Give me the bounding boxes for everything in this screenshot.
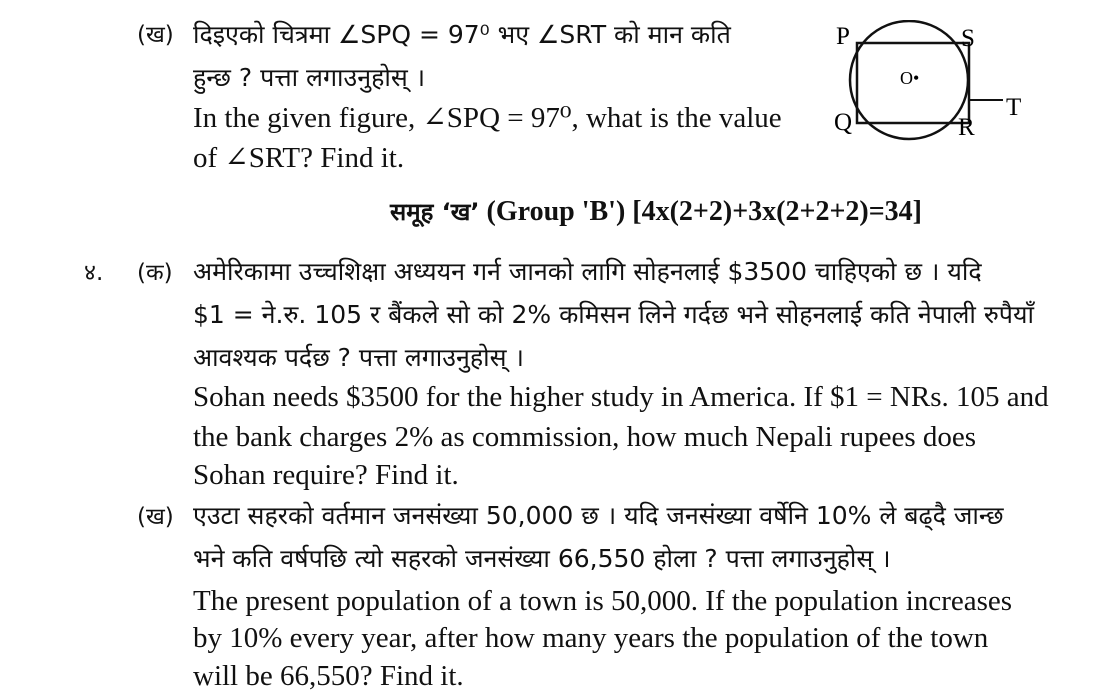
label-q: Q: [834, 109, 853, 136]
label-t: T: [1006, 94, 1022, 121]
group-heading: [390, 198, 922, 226]
q3b-english-line-2: of ∠SRT? Find it.: [193, 142, 405, 174]
q4a-nepali-line-3: आवश्यक पर्दछ ? पत्ता लगाउनुहोस् ।: [193, 343, 524, 372]
q4b-label: (ख): [137, 504, 174, 530]
q3b-nepali-line-1: दिइएको चित्रमा ∠SPQ = 97⁰ भए ∠SRT को मान कति: [193, 20, 731, 49]
q3b-english-line-1: In the given figure, ∠SPQ = 97⁰, what is the value: [193, 102, 782, 134]
q4-number: ४.: [84, 260, 104, 286]
label-p: P: [836, 23, 850, 50]
q4a-nepali-line-1: अमेरिकामा उच्चशिक्षा अध्ययन गर्न जानको लागि सोहनलाई $3500 चाहिएको छ । यदि: [193, 257, 982, 286]
center-label-o: O•: [900, 68, 920, 88]
q4a-english-line-3: Sohan require? Find it.: [193, 459, 459, 491]
q4b-nepali-line-2: भने कति वर्षपछि त्यो सहरको जनसंख्या 66,550 होला ? पत्ता लगाउनुहोस् ।: [193, 544, 891, 573]
q4a-label: (क): [137, 260, 173, 286]
q4a-nepali-line-2: $1 = ने.रु. 105 र बैंकले सो को 2% कमिसन लिने गर्दछ भने सोहनलाई कति नेपाली रुपैयाँ: [193, 300, 1034, 329]
q3b-label: (ख): [137, 22, 174, 48]
figure-svg: [828, 20, 1058, 145]
q4a-english-line-2: the bank charges 2% as commission, how much Nepali rupees does: [193, 421, 977, 453]
q4b-nepali-line-1: एउटा सहरको वर्तमान जनसंख्या 50,000 छ । यदि जनसंख्या वर्षेनि 10% ले बढ्दै जान्छ: [193, 501, 1004, 530]
q4b-english-line-2: by 10% every year, after how many years the population of the town: [193, 622, 989, 654]
circle-quadrilateral-figure: [828, 20, 1058, 145]
label-s: S: [961, 25, 975, 52]
q3b-nepali-line-2: हुन्छ ? पत्ता लगाउनुहोस् ।: [193, 63, 426, 92]
q4a-english-line-1: Sohan needs $3500 for the higher study in America. If $1 = NRs. 105 and: [193, 381, 1049, 413]
group-heading-nepali: समूह ‘ख’: [390, 198, 480, 226]
q4b-english-line-1: The present population of a town is 50,000. If the population increases: [193, 585, 1013, 617]
q4b-english-line-3: will be 66,550? Find it.: [193, 660, 464, 692]
group-heading-english: (Group 'B') [4x(2+2)+3x(2+2+2)=34]: [486, 196, 922, 227]
label-r: R: [958, 114, 975, 141]
